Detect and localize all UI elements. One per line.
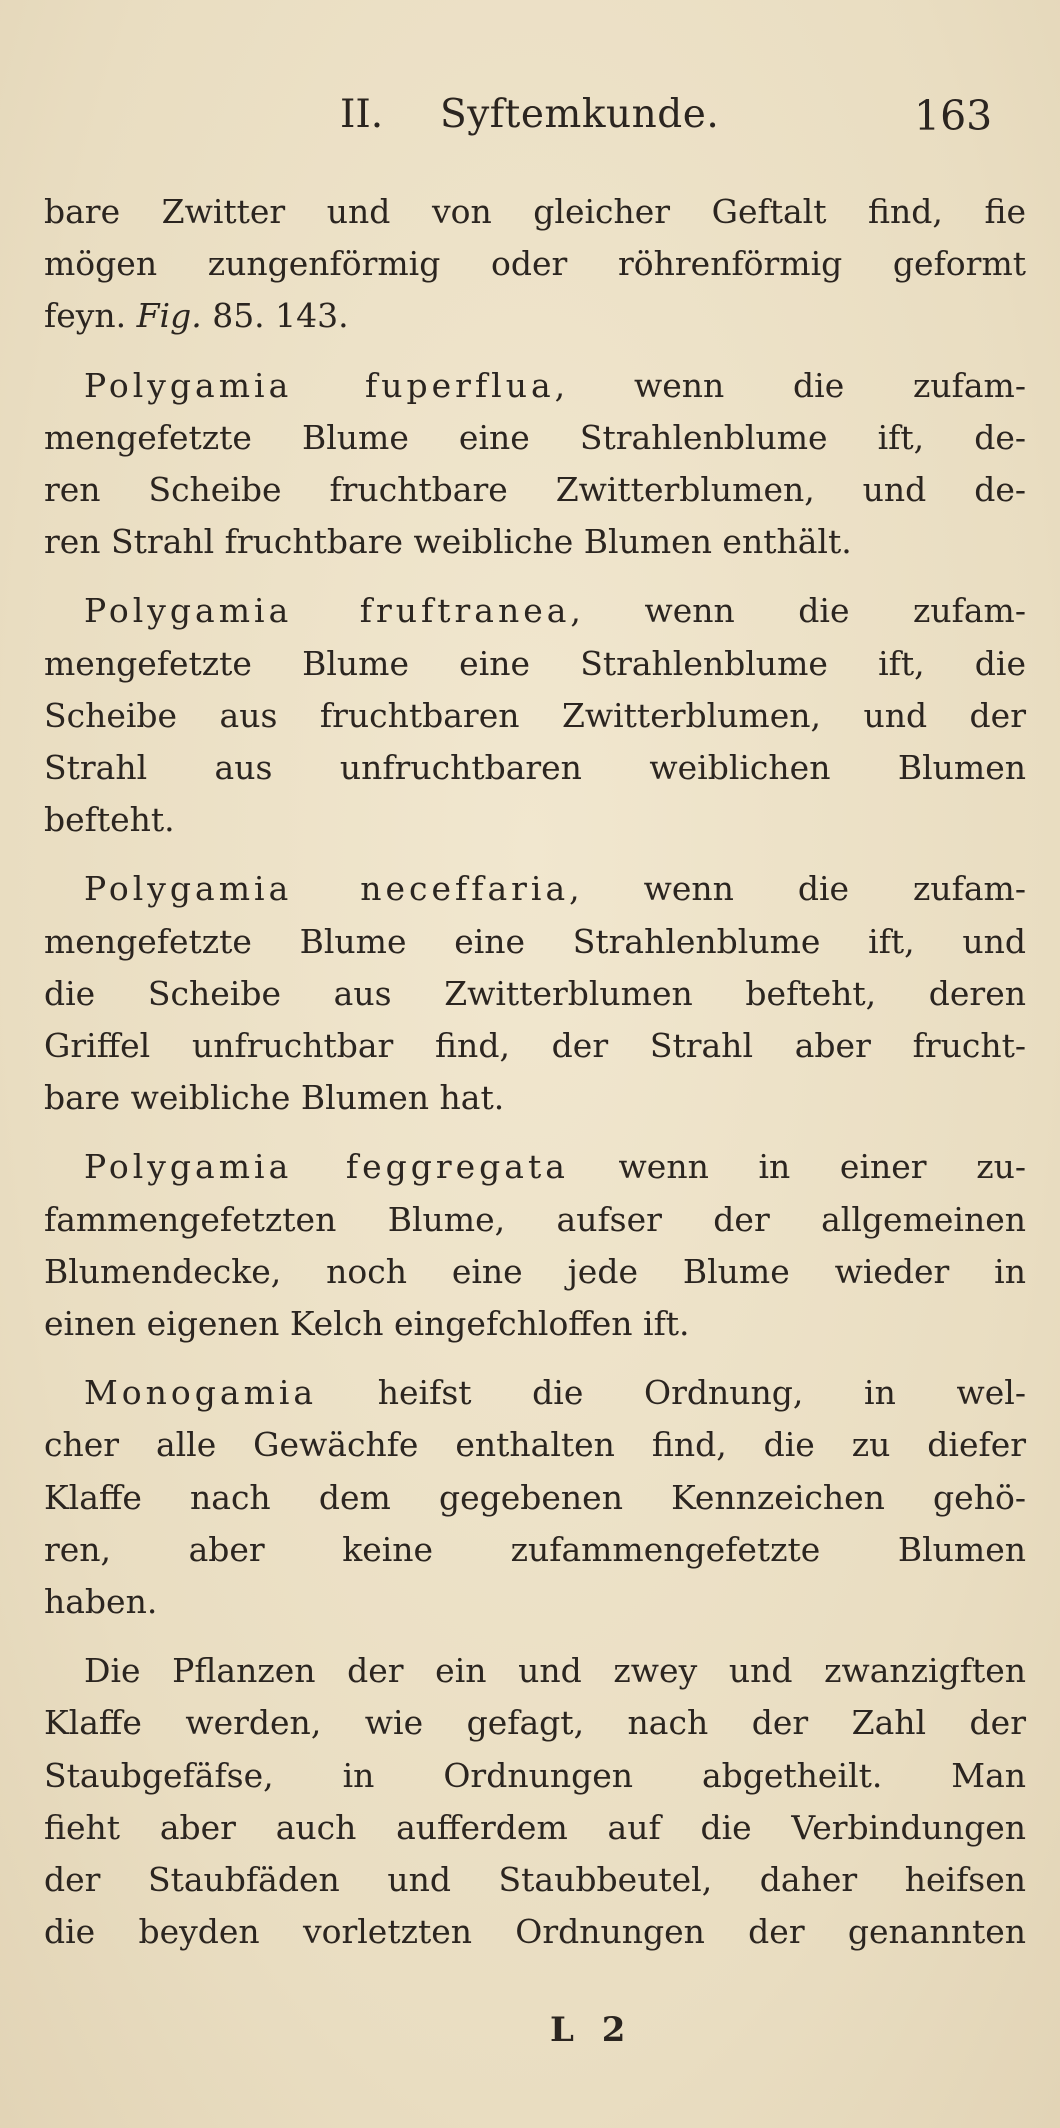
text-line: bare weibliche Blumen hat. — [44, 1078, 505, 1118]
text-run: wenn in einer zu- — [568, 1147, 1026, 1187]
text-run: feyn. — [44, 296, 137, 336]
text-run: , wenn die zufam- — [554, 365, 1027, 405]
text-line — [44, 360, 1026, 412]
text-line: mengefetzte Blume eine Strahlenblume ift, und — [44, 921, 1026, 961]
paragraph — [44, 1645, 1026, 1958]
order-term: Polygamia feggregata — [84, 1147, 569, 1187]
text-line: ren, aber keine zufammengefetzte Blumen — [44, 1529, 1026, 1569]
section-number: II. — [340, 92, 384, 137]
paragraph — [44, 186, 1026, 343]
text-line — [44, 1141, 1026, 1193]
figure-reference: Fig. — [136, 296, 202, 336]
page-number: 163 — [914, 92, 993, 140]
text-line: Griffel unfruchtbar find, der Strahl aber frucht- — [44, 1026, 1026, 1066]
text-line: mengefetzte Blume eine Strahlenblume ift, de- — [44, 417, 1026, 457]
text-line: Strahl aus unfruchtbaren weiblichen Blumen — [44, 748, 1026, 788]
text-line: Die Pflanzen der ein und zwey und zwanzigften — [84, 1651, 1026, 1691]
text-line — [44, 290, 1026, 342]
text-line: die Scheibe aus Zwitterblumen befteht, deren — [44, 973, 1026, 1013]
text-line: bare Zwitter und von gleicher Geftalt find, fie — [44, 192, 1026, 231]
order-term: Monogamia — [84, 1373, 318, 1413]
text-line — [44, 863, 1026, 915]
body-text — [44, 186, 1026, 1959]
text-run: , wenn die zufam- — [569, 869, 1026, 909]
running-title: Syftemkunde. — [440, 92, 720, 137]
text-line: Staubgefäfse, in Ordnungen abgetheilt. Man — [44, 1755, 1026, 1795]
paragraph — [44, 863, 1026, 1124]
text-line: befteht. — [44, 800, 175, 840]
text-line: Klaffe werden, wie gefagt, nach der Zahl der — [44, 1703, 1026, 1743]
text-line: Scheibe aus fruchtbaren Zwitterblumen, und der — [44, 695, 1026, 735]
text-line: die beyden vorletzten Ordnungen der genannten — [44, 1912, 1026, 1952]
text-line — [44, 585, 1026, 637]
paragraph — [44, 1367, 1026, 1628]
order-term: Polygamia fuperflua — [84, 365, 555, 405]
text-line: cher alle Gewächfe enthalten find, die zu diefer — [44, 1425, 1026, 1465]
text-line: haben. — [44, 1582, 158, 1622]
order-term: Polygamia neceffaria — [84, 869, 570, 909]
text-line: Blumendecke, noch eine jede Blume wieder in — [44, 1251, 1026, 1291]
running-header — [0, 92, 1060, 152]
order-term: Polygamia fruftranea — [84, 591, 571, 631]
text-line: fieht aber auch aufferdem auf die Verbindungen — [44, 1807, 1026, 1847]
text-run: 85. 143. — [201, 296, 349, 336]
text-line: fammengefetzten Blume, aufser der allgemeinen — [44, 1199, 1026, 1239]
text-line: ren Strahl fruchtbare weibliche Blumen enthält. — [44, 522, 852, 562]
text-line: ren Scheibe fruchtbare Zwitterblumen, und de- — [44, 470, 1026, 510]
text-line: der Staubfäden und Staubbeutel, daher heifsen — [44, 1860, 1026, 1900]
paragraph — [44, 585, 1026, 846]
text-line: einen eigenen Kelch eingefchloffen ift. — [44, 1304, 690, 1344]
text-run: heifst die Ordnung, in wel- — [317, 1373, 1026, 1413]
text-line — [44, 1367, 1026, 1419]
text-line: mögen zungenförmig oder röhrenförmig geformt — [44, 244, 1026, 284]
paragraph — [44, 1141, 1026, 1350]
text-line: mengefetzte Blume eine Strahlenblume ift, die — [44, 643, 1026, 683]
text-line: Klaffe nach dem gegebenen Kennzeichen gehö- — [44, 1477, 1026, 1517]
signature-mark: L 2 — [550, 2010, 634, 2050]
paragraph — [44, 360, 1026, 569]
text-run: , wenn die zufam- — [570, 591, 1026, 631]
